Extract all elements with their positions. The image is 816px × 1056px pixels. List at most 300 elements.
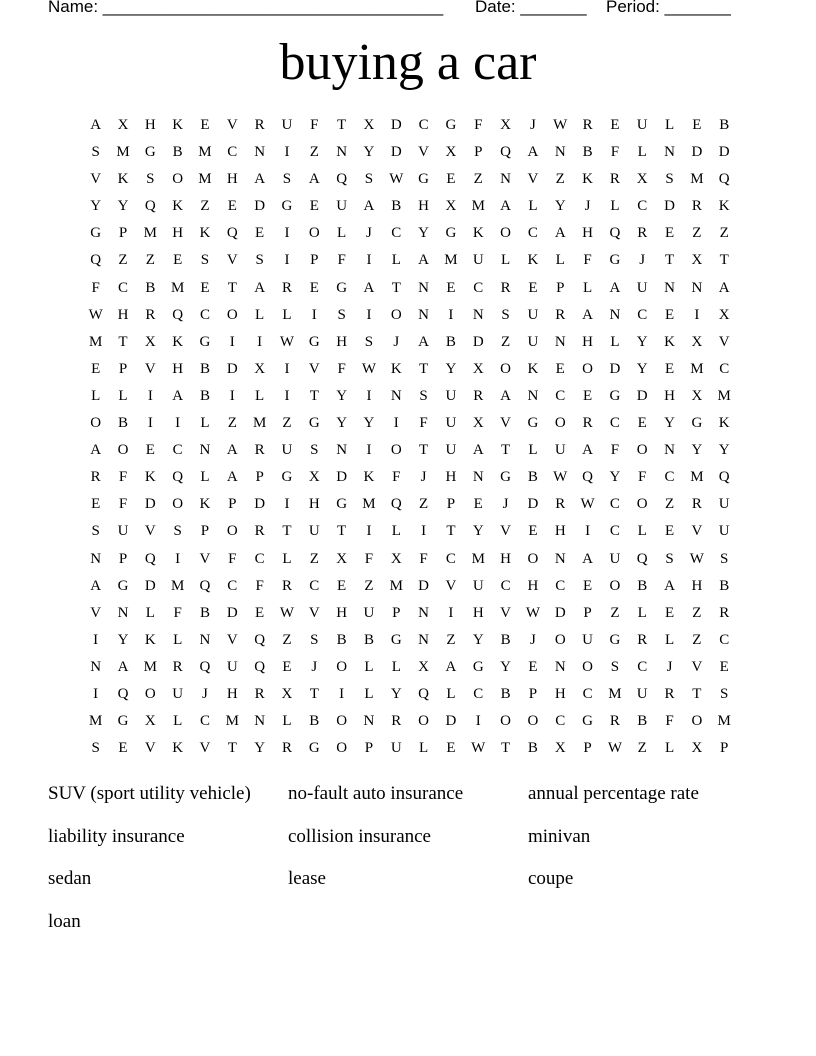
grid-letter[interactable]: O (390, 306, 402, 323)
grid-letter[interactable]: M (608, 685, 622, 702)
grid-letter[interactable]: B (199, 387, 210, 404)
grid-letter[interactable]: S (665, 550, 674, 567)
grid-letter[interactable]: J (311, 658, 318, 675)
grid-letter[interactable]: X (336, 550, 348, 567)
grid-letter[interactable]: K (664, 333, 675, 350)
grid-letter[interactable]: L (364, 658, 374, 675)
grid-letter[interactable]: Q (199, 577, 211, 594)
grid-letter[interactable]: G (418, 171, 430, 188)
grid-letter[interactable]: N (254, 144, 266, 161)
grid-letter[interactable]: D (254, 496, 266, 513)
grid-letter[interactable]: B (637, 577, 648, 594)
grid-letter[interactable]: Q (226, 225, 238, 242)
grid-letter[interactable]: W (361, 360, 377, 377)
grid-letter[interactable]: S (364, 171, 374, 188)
grid-letter[interactable]: R (172, 658, 183, 675)
grid-letter[interactable]: H (117, 306, 129, 323)
grid-letter[interactable]: M (198, 144, 212, 161)
grid-letter[interactable]: U (718, 496, 730, 513)
grid-letter[interactable]: O (500, 225, 511, 242)
grid-letter[interactable]: I (284, 387, 290, 404)
grid-letter[interactable]: Z (637, 740, 647, 757)
grid-letter[interactable]: L (200, 469, 210, 486)
grid-letter[interactable]: D (226, 604, 238, 621)
grid-letter[interactable]: N (554, 333, 566, 350)
grid-letter[interactable]: W (553, 117, 568, 133)
grid-letter[interactable]: E (664, 225, 675, 242)
grid-letter[interactable]: X (691, 333, 703, 350)
grid-letter[interactable]: Y (363, 415, 375, 432)
grid-letter[interactable]: G (336, 496, 348, 513)
grid-letter[interactable]: T (446, 523, 456, 540)
grid-letter[interactable]: P (310, 252, 319, 269)
grid-letter[interactable]: Y (117, 631, 129, 648)
grid-letter[interactable]: E (255, 604, 265, 621)
grid-letter[interactable]: Y (609, 469, 621, 486)
grid-letter[interactable]: O (308, 225, 320, 242)
grid-letter[interactable]: V (691, 658, 703, 675)
grid-letter[interactable]: X (363, 117, 375, 133)
grid-letter[interactable]: C (555, 577, 566, 594)
grid-letter[interactable]: Q (500, 144, 511, 161)
grid-letter[interactable]: A (90, 577, 102, 594)
grid-letter[interactable]: D (691, 144, 703, 161)
grid-letter[interactable]: I (284, 225, 290, 242)
grid-letter[interactable]: Y (472, 631, 484, 648)
grid-letter[interactable]: N (363, 713, 375, 730)
grid-letter[interactable]: H (226, 685, 238, 702)
grid-letter[interactable]: M (170, 577, 185, 594)
grid-letter[interactable]: A (226, 469, 238, 486)
grid-letter[interactable]: E (664, 604, 675, 621)
grid-letter[interactable]: I (421, 523, 427, 540)
grid-letter[interactable]: K (199, 225, 211, 242)
grid-letter[interactable]: O (336, 658, 348, 675)
grid-letter[interactable]: C (199, 713, 210, 730)
grid-letter[interactable]: N (691, 279, 703, 296)
grid-letter[interactable]: L (391, 523, 401, 540)
grid-letter[interactable]: C (637, 306, 648, 323)
grid-letter[interactable]: B (719, 577, 730, 594)
grid-letter[interactable]: W (525, 604, 540, 621)
grid-letter[interactable]: X (281, 685, 293, 702)
grid-letter[interactable]: Z (692, 604, 702, 621)
grid-letter[interactable]: C (637, 658, 648, 675)
grid-letter[interactable]: T (391, 279, 401, 296)
grid-letter[interactable]: A (363, 279, 375, 296)
grid-letter[interactable]: E (446, 279, 456, 296)
grid-letter[interactable]: C (473, 279, 484, 296)
grid-letter[interactable]: Y (336, 387, 348, 404)
grid-letter[interactable]: O (500, 360, 511, 377)
grid-letter[interactable]: K (144, 469, 156, 486)
grid-letter[interactable]: Z (419, 496, 429, 513)
grid-letter[interactable]: A (582, 442, 593, 459)
grid-letter[interactable]: Z (610, 604, 620, 621)
grid-letter[interactable]: S (91, 144, 100, 161)
grid-letter[interactable]: L (282, 713, 292, 730)
grid-letter[interactable]: Z (364, 577, 374, 594)
grid-letter[interactable]: Q (117, 685, 129, 702)
grid-letter[interactable]: T (664, 252, 675, 269)
grid-letter[interactable]: N (664, 279, 675, 296)
grid-letter[interactable]: S (200, 252, 210, 269)
grid-letter[interactable]: J (639, 252, 646, 269)
grid-letter[interactable]: P (583, 604, 592, 621)
grid-letter[interactable]: N (664, 144, 675, 161)
grid-letter[interactable]: N (90, 550, 102, 567)
grid-letter[interactable]: A (418, 252, 430, 269)
grid-letter[interactable]: I (147, 415, 153, 432)
grid-letter[interactable]: Y (636, 360, 648, 377)
grid-letter[interactable]: N (418, 631, 430, 648)
grid-letter[interactable]: A (254, 279, 266, 296)
grid-letter[interactable]: F (337, 360, 346, 377)
grid-letter[interactable]: D (609, 360, 621, 377)
grid-letter[interactable]: C (500, 577, 511, 594)
grid-letter[interactable]: M (252, 415, 267, 432)
grid-letter[interactable]: V (691, 523, 703, 540)
grid-letter[interactable]: D (527, 496, 539, 513)
grid-letter[interactable]: F (419, 415, 428, 432)
grid-letter[interactable]: S (255, 252, 264, 269)
grid-letter[interactable]: R (555, 306, 566, 323)
grid-letter[interactable]: C (719, 360, 730, 377)
grid-letter[interactable]: N (472, 469, 484, 486)
grid-letter[interactable]: B (336, 631, 347, 648)
grid-letter[interactable]: O (609, 577, 621, 594)
grid-letter[interactable]: D (472, 333, 484, 350)
grid-letter[interactable]: B (117, 415, 128, 432)
grid-letter[interactable]: T (419, 360, 429, 377)
grid-letter[interactable]: L (255, 306, 265, 323)
grid-letter[interactable]: N (664, 442, 675, 459)
grid-letter[interactable]: X (445, 144, 457, 161)
grid-letter[interactable]: U (117, 523, 129, 540)
grid-letter[interactable]: D (418, 577, 430, 594)
grid-letter[interactable]: C (609, 415, 620, 432)
grid-letter[interactable]: S (665, 171, 674, 188)
grid-letter[interactable]: B (309, 713, 320, 730)
grid-letter[interactable]: A (472, 442, 484, 459)
grid-letter[interactable]: A (582, 306, 593, 323)
grid-letter[interactable]: K (390, 360, 402, 377)
grid-letter[interactable]: X (390, 550, 402, 567)
grid-letter[interactable]: H (554, 523, 566, 540)
grid-letter[interactable]: N (117, 604, 129, 621)
grid-letter[interactable]: E (582, 577, 593, 594)
grid-letter[interactable]: O (554, 415, 566, 432)
grid-letter[interactable]: I (229, 387, 235, 404)
grid-letter[interactable]: R (637, 225, 648, 242)
grid-letter[interactable]: G (281, 198, 293, 215)
grid-letter[interactable]: P (720, 740, 729, 757)
grid-letter[interactable]: L (419, 740, 429, 757)
grid-letter[interactable]: C (527, 225, 538, 242)
grid-letter[interactable]: Y (390, 685, 402, 702)
grid-letter[interactable]: L (637, 604, 647, 621)
grid-letter[interactable]: J (584, 198, 591, 215)
grid-letter[interactable]: J (420, 469, 427, 486)
grid-letter[interactable]: D (144, 496, 156, 513)
grid-letter[interactable]: S (310, 631, 319, 648)
grid-letter[interactable]: H (691, 577, 703, 594)
grid-letter[interactable]: R (664, 685, 675, 702)
grid-letter[interactable]: V (445, 577, 457, 594)
grid-letter[interactable]: X (500, 117, 511, 133)
grid-letter[interactable]: M (389, 577, 403, 594)
grid-letter[interactable]: Y (254, 740, 266, 757)
grid-letter[interactable]: L (282, 306, 292, 323)
grid-letter[interactable]: M (471, 550, 485, 567)
grid-letter[interactable]: G (472, 658, 484, 675)
grid-letter[interactable]: E (528, 658, 538, 675)
grid-letter[interactable]: D (226, 360, 238, 377)
grid-letter[interactable]: Z (118, 252, 128, 269)
grid-letter[interactable]: E (309, 279, 319, 296)
grid-letter[interactable]: Y (554, 198, 566, 215)
grid-letter[interactable]: E (555, 360, 565, 377)
grid-letter[interactable]: T (309, 387, 319, 404)
grid-letter[interactable]: I (366, 387, 372, 404)
grid-letter[interactable]: H (144, 117, 156, 133)
grid-letter[interactable]: B (199, 360, 210, 377)
grid-letter[interactable]: H (445, 469, 457, 486)
grid-letter[interactable]: U (554, 442, 566, 459)
grid-letter[interactable]: V (199, 740, 211, 757)
grid-letter[interactable]: Q (390, 496, 402, 513)
grid-letter[interactable]: G (609, 631, 621, 648)
grid-letter[interactable]: Y (636, 333, 648, 350)
grid-letter[interactable]: D (636, 387, 648, 404)
grid-letter[interactable]: C (418, 117, 429, 133)
grid-letter[interactable]: K (718, 198, 730, 215)
grid-letter[interactable]: R (582, 415, 593, 432)
grid-letter[interactable]: X (445, 198, 457, 215)
grid-letter[interactable]: M (225, 713, 239, 730)
grid-letter[interactable]: B (500, 631, 511, 648)
grid-letter[interactable]: R (90, 469, 101, 486)
grid-letter[interactable]: G (336, 279, 348, 296)
grid-letter[interactable]: B (199, 604, 210, 621)
grid-letter[interactable]: U (281, 117, 293, 133)
grid-letter[interactable]: Z (227, 415, 237, 432)
grid-letter[interactable]: K (472, 225, 484, 242)
grid-letter[interactable]: O (691, 713, 703, 730)
grid-letter[interactable]: I (284, 252, 290, 269)
grid-letter[interactable]: P (255, 469, 264, 486)
grid-letter[interactable]: N (336, 442, 348, 459)
grid-letter[interactable]: L (337, 225, 347, 242)
grid-letter[interactable]: F (118, 469, 128, 486)
grid-letter[interactable]: L (91, 387, 101, 404)
grid-letter[interactable]: F (310, 117, 319, 133)
grid-letter[interactable]: Z (309, 144, 319, 161)
grid-letter[interactable]: L (528, 198, 538, 215)
grid-letter[interactable]: N (418, 604, 430, 621)
grid-letter[interactable]: Y (691, 442, 703, 459)
grid-letter[interactable]: K (718, 415, 730, 432)
grid-letter[interactable]: Z (555, 171, 565, 188)
grid-letter[interactable]: N (554, 550, 566, 567)
grid-letter[interactable]: K (527, 360, 539, 377)
grid-letter[interactable]: A (226, 442, 238, 459)
grid-letter[interactable]: G (691, 415, 703, 432)
grid-letter[interactable]: T (337, 523, 347, 540)
grid-letter[interactable]: E (692, 117, 702, 133)
grid-letter[interactable]: M (198, 171, 212, 188)
grid-letter[interactable]: W (471, 740, 486, 757)
grid-letter[interactable]: X (418, 658, 430, 675)
grid-letter[interactable]: E (145, 442, 155, 459)
grid-letter[interactable]: A (664, 577, 675, 594)
grid-letter[interactable]: H (500, 550, 511, 567)
grid-letter[interactable]: B (527, 740, 538, 757)
grid-letter[interactable]: N (90, 658, 102, 675)
grid-letter[interactable]: C (637, 198, 648, 215)
grid-letter[interactable]: E (446, 171, 456, 188)
grid-letter[interactable]: I (393, 415, 399, 432)
grid-letter[interactable]: Q (609, 225, 621, 242)
grid-letter[interactable]: F (638, 469, 647, 486)
grid-letter[interactable]: P (228, 496, 237, 513)
grid-letter[interactable]: X (718, 306, 730, 323)
grid-letter[interactable]: Y (472, 523, 484, 540)
grid-letter[interactable]: O (336, 740, 348, 757)
grid-letter[interactable]: U (226, 658, 238, 675)
grid-letter[interactable]: R (281, 740, 292, 757)
grid-letter[interactable]: E (528, 279, 538, 296)
grid-letter[interactable]: P (528, 685, 538, 702)
grid-letter[interactable]: K (117, 171, 129, 188)
grid-letter[interactable]: S (364, 333, 374, 350)
grid-letter[interactable]: Q (144, 550, 156, 567)
grid-letter[interactable]: L (664, 117, 675, 133)
grid-letter[interactable]: W (689, 550, 704, 567)
grid-letter[interactable]: L (664, 631, 675, 648)
grid-letter[interactable]: B (445, 333, 456, 350)
grid-letter[interactable]: Z (282, 631, 292, 648)
grid-letter[interactable]: G (90, 225, 102, 242)
grid-letter[interactable]: M (690, 360, 704, 377)
grid-letter[interactable]: E (664, 360, 675, 377)
grid-letter[interactable]: A (554, 225, 566, 242)
grid-letter[interactable]: F (364, 550, 374, 567)
grid-letter[interactable]: B (391, 198, 402, 215)
grid-letter[interactable]: G (117, 713, 129, 730)
grid-letter[interactable]: D (144, 577, 156, 594)
grid-letter[interactable]: O (226, 306, 238, 323)
grid-letter[interactable]: S (337, 306, 346, 323)
grid-letter[interactable]: Y (418, 225, 430, 242)
grid-letter[interactable]: X (691, 252, 703, 269)
grid-letter[interactable]: I (448, 604, 454, 621)
grid-letter[interactable]: M (143, 225, 157, 242)
grid-letter[interactable]: H (172, 360, 184, 377)
grid-letter[interactable]: Q (199, 658, 211, 675)
grid-letter[interactable]: M (717, 387, 731, 404)
grid-letter[interactable]: L (173, 713, 183, 730)
grid-letter[interactable]: R (609, 171, 620, 188)
grid-letter[interactable]: Q (582, 469, 593, 486)
grid-letter[interactable]: L (118, 387, 128, 404)
grid-letter[interactable]: J (502, 496, 509, 513)
grid-letter[interactable]: S (91, 740, 100, 757)
grid-letter[interactable]: R (281, 279, 292, 296)
date-field[interactable]: Date: _______ (475, 0, 587, 16)
grid-letter[interactable]: X (144, 713, 156, 730)
grid-letter[interactable]: G (390, 631, 402, 648)
grid-letter[interactable]: U (636, 279, 648, 296)
grid-letter[interactable]: K (199, 496, 211, 513)
grid-letter[interactable]: J (666, 658, 673, 675)
grid-letter[interactable]: E (91, 496, 101, 513)
grid-letter[interactable]: L (282, 550, 292, 567)
grid-letter[interactable]: N (418, 279, 430, 296)
grid-letter[interactable]: R (582, 117, 593, 133)
grid-letter[interactable]: I (694, 306, 700, 323)
grid-letter[interactable]: W (580, 496, 595, 513)
grid-letter[interactable]: K (527, 252, 539, 269)
grid-letter[interactable]: A (609, 279, 621, 296)
grid-letter[interactable]: C (227, 144, 238, 161)
grid-letter[interactable]: R (254, 685, 265, 702)
grid-letter[interactable]: H (418, 198, 430, 215)
grid-letter[interactable]: D (390, 144, 402, 161)
grid-letter[interactable]: W (279, 333, 295, 350)
grid-letter[interactable]: I (339, 685, 345, 702)
grid-letter[interactable]: P (392, 604, 401, 621)
grid-letter[interactable]: K (172, 333, 184, 350)
grid-letter[interactable]: G (308, 740, 320, 757)
grid-letter[interactable]: C (227, 577, 238, 594)
grid-letter[interactable]: U (172, 685, 184, 702)
grid-letter[interactable]: C (664, 469, 675, 486)
grid-letter[interactable]: E (637, 415, 647, 432)
grid-letter[interactable]: T (227, 740, 237, 757)
grid-letter[interactable]: L (664, 740, 675, 757)
grid-letter[interactable]: I (366, 442, 372, 459)
grid-letter[interactable]: R (254, 442, 265, 459)
grid-letter[interactable]: G (308, 333, 320, 350)
grid-letter[interactable]: Q (636, 550, 648, 567)
grid-letter[interactable]: L (501, 252, 511, 269)
grid-letter[interactable]: V (226, 252, 238, 269)
grid-letter[interactable]: T (719, 252, 729, 269)
grid-letter[interactable]: T (419, 442, 429, 459)
grid-letter[interactable]: L (637, 523, 647, 540)
grid-letter[interactable]: Z (501, 333, 511, 350)
grid-letter[interactable]: S (91, 523, 100, 540)
grid-letter[interactable]: O (636, 442, 648, 459)
grid-letter[interactable]: I (366, 306, 372, 323)
grid-letter[interactable]: V (226, 631, 238, 648)
grid-letter[interactable]: Q (254, 631, 266, 648)
grid-letter[interactable]: A (500, 198, 511, 215)
grid-letter[interactable]: O (527, 550, 539, 567)
grid-letter[interactable]: V (500, 523, 511, 540)
grid-letter[interactable]: A (90, 117, 102, 133)
grid-letter[interactable]: V (500, 604, 511, 621)
grid-letter[interactable]: I (284, 144, 290, 161)
grid-letter[interactable]: I (585, 523, 591, 540)
grid-letter[interactable]: D (336, 469, 348, 486)
grid-letter[interactable]: E (118, 740, 128, 757)
grid-letter[interactable]: A (582, 550, 593, 567)
grid-letter[interactable]: D (664, 198, 675, 215)
grid-letter[interactable]: E (582, 387, 593, 404)
grid-letter[interactable]: N (554, 144, 566, 161)
